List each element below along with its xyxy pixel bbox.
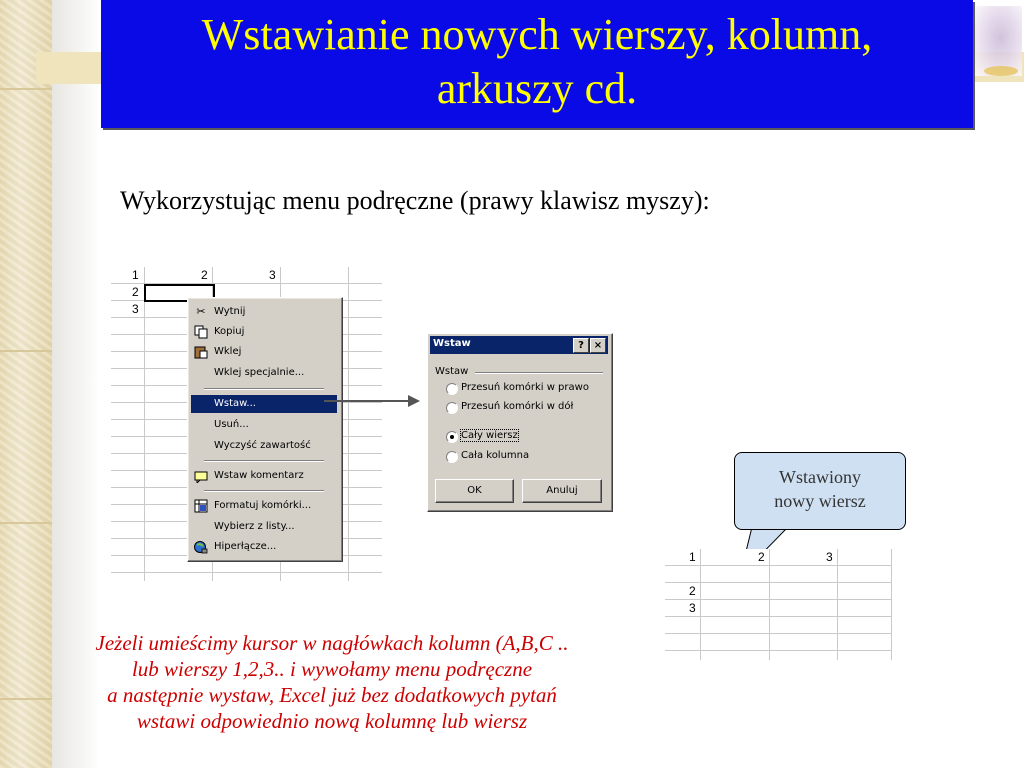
spreadsheet-right — [665, 549, 892, 660]
format-cells-icon — [194, 499, 208, 513]
callout-bubble — [734, 452, 906, 530]
dialog-title: Wstaw — [433, 338, 471, 349]
title-box — [101, 0, 973, 128]
note-line-3: a następnie wystaw, Excel już bez dodatkowych pytań — [107, 683, 557, 707]
radio-indicator — [446, 431, 458, 443]
menu-item-label: Wyczyść zawartość — [214, 440, 311, 451]
column-header[interactable]: 2 — [758, 550, 765, 564]
menu-item-pick-from-list[interactable] — [191, 518, 337, 536]
radio-label: Cała kolumna — [461, 450, 530, 461]
menu-item-paste-special[interactable] — [191, 364, 337, 382]
slide-subtitle: Wykorzystując menu podręczne (prawy klawisz myszy): — [120, 186, 710, 215]
column-header[interactable]: 2 — [201, 268, 208, 282]
insert-dialog — [427, 333, 613, 512]
radio-indicator — [446, 451, 458, 463]
menu-item-label: Wklej — [214, 346, 242, 357]
radio-shift-right[interactable] — [446, 382, 606, 396]
menu-item-clear-contents[interactable] — [191, 437, 337, 455]
copy-icon — [194, 325, 208, 339]
title-line-2: arkuszy cd. — [436, 64, 638, 113]
menu-item-label: Wklej specjalnie... — [214, 367, 305, 378]
radio-indicator — [446, 383, 458, 395]
menu-item-copy[interactable] — [191, 323, 337, 341]
radio-entire-row[interactable] — [446, 430, 606, 444]
menu-item-delete[interactable] — [191, 416, 337, 434]
column-header[interactable]: 1 — [689, 550, 696, 564]
menu-item-label: Wstaw... — [214, 398, 256, 409]
menu-item-label: Formatuj komórki... — [214, 500, 312, 511]
callout-line-2: nowy wiersz — [774, 491, 866, 511]
menu-item-hyperlink[interactable] — [191, 538, 337, 556]
radio-label: Przesuń komórki w dół — [461, 401, 574, 412]
paste-icon — [194, 345, 208, 359]
context-menu — [187, 297, 343, 562]
menu-item-format-cells[interactable] — [191, 497, 337, 515]
menu-separator — [204, 388, 324, 390]
menu-item-cut[interactable] — [191, 303, 337, 321]
hyperlink-icon — [194, 540, 208, 554]
menu-item-insert-comment[interactable] — [191, 467, 337, 485]
radio-label: Przesuń komórki w prawo — [461, 382, 589, 393]
menu-item-label: Wstaw komentarz — [214, 470, 304, 481]
menu-item-label: Kopiuj — [214, 326, 245, 337]
close-button[interactable]: × — [590, 338, 606, 353]
note-line-1: Jeżeli umieścimy kursor w nagłówkach kolumn (A,B,C .. — [95, 631, 569, 655]
menu-item-insert[interactable] — [191, 395, 337, 413]
dialog-titlebar[interactable] — [430, 336, 608, 354]
row-header[interactable]: 2 — [132, 285, 139, 299]
group-label: Wstaw — [435, 366, 469, 377]
note-line-4: wstawi odpowiednio nową kolumnę lub wiersz — [136, 709, 528, 733]
menu-separator — [204, 490, 324, 492]
cancel-button[interactable]: Anuluj — [522, 479, 602, 503]
top-left-strip — [36, 52, 102, 84]
callout-text — [735, 465, 905, 513]
help-button[interactable]: ? — [573, 338, 589, 353]
column-header[interactable]: 1 — [132, 268, 139, 282]
menu-item-label: Wybierz z listy... — [214, 521, 295, 532]
menu-item-label: Hiperłącze... — [214, 541, 277, 552]
ok-button[interactable]: OK — [435, 479, 514, 503]
column-header[interactable]: 3 — [826, 550, 833, 564]
title-line-1: Wstawianie nowych wierszy, kolumn, — [201, 10, 873, 59]
menu-item-label: Wytnij — [214, 306, 246, 317]
slide-title — [101, 8, 973, 116]
menu-item-paste[interactable] — [191, 343, 337, 361]
menu-separator — [204, 460, 324, 462]
instruction-note — [0, 630, 664, 734]
radio-entire-column[interactable] — [446, 450, 606, 464]
menu-item-label: Usuń... — [214, 419, 249, 430]
corner-ornament-accent — [984, 66, 1018, 76]
row-header[interactable]: 3 — [689, 601, 696, 615]
note-line-2: lub wierszy 1,2,3.. i wywołamy menu podręczne — [131, 657, 533, 681]
comment-icon — [194, 469, 208, 483]
arrow-right-icon — [324, 393, 420, 409]
row-header[interactable]: 3 — [132, 302, 139, 316]
scissors-icon: ✂ — [196, 305, 206, 318]
radio-shift-down[interactable] — [446, 401, 606, 415]
callout-line-1: Wstawiony — [779, 467, 861, 487]
radio-indicator — [446, 402, 458, 414]
column-header[interactable]: 3 — [269, 268, 276, 282]
radio-label: Cały wiersz — [461, 430, 518, 441]
row-header[interactable]: 2 — [689, 584, 696, 598]
